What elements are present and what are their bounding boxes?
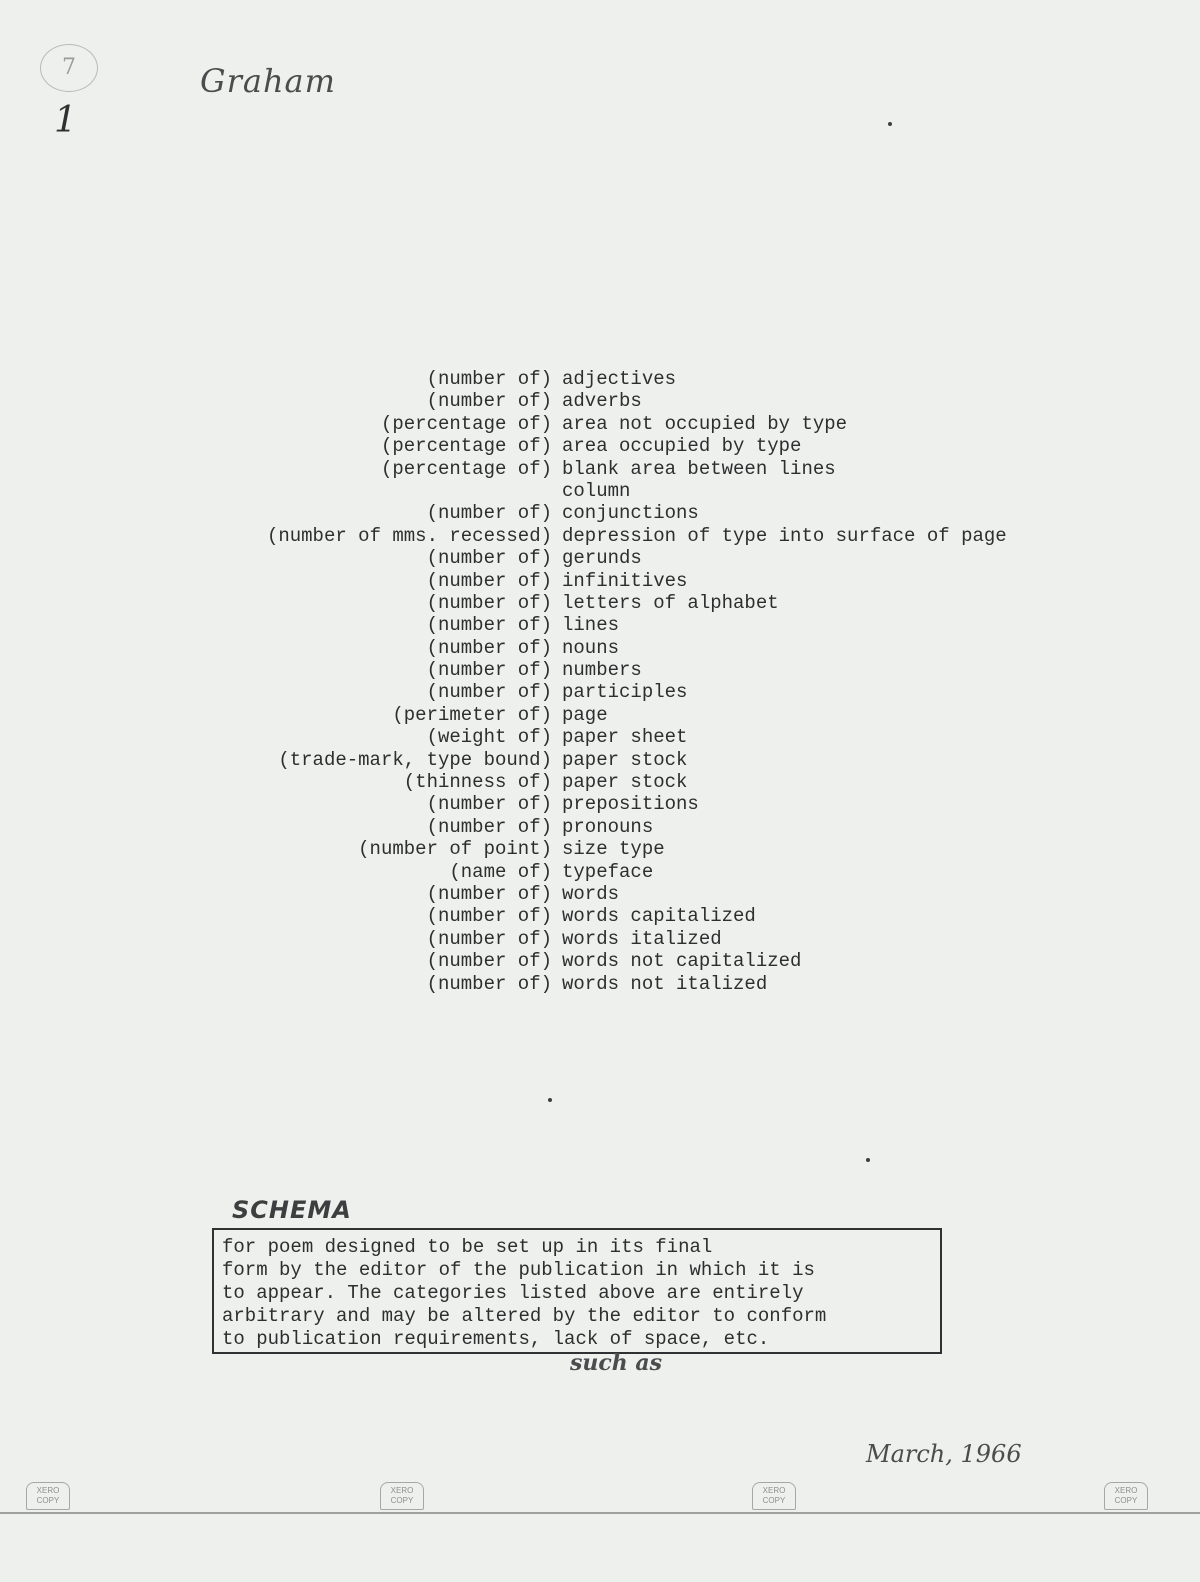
list-item bbox=[0, 637, 1200, 659]
schema-heading: SCHEMA bbox=[232, 1196, 352, 1224]
measure: (number of) bbox=[426, 882, 552, 905]
list-item bbox=[0, 659, 1200, 681]
measure: (number of) bbox=[426, 502, 552, 525]
category: words italized bbox=[562, 927, 722, 950]
measure: (number of) bbox=[426, 591, 552, 614]
list-item bbox=[0, 838, 1200, 860]
measure: (number of) bbox=[426, 614, 552, 637]
list-item bbox=[0, 614, 1200, 636]
note-line: for poem designed to be set up in its final bbox=[222, 1236, 713, 1258]
slashed-page-number: 1 bbox=[54, 100, 77, 141]
list-item bbox=[0, 681, 1200, 703]
list-item bbox=[0, 458, 1200, 480]
measure: (weight of) bbox=[426, 726, 552, 749]
note-line: form by the editor of the publication in which it is bbox=[222, 1259, 815, 1281]
list-item bbox=[0, 480, 1200, 502]
category: pronouns bbox=[562, 815, 654, 838]
list-item bbox=[0, 368, 1200, 390]
category: participles bbox=[562, 681, 688, 704]
list-item bbox=[0, 793, 1200, 815]
category: paper stock bbox=[562, 771, 688, 794]
list-item bbox=[0, 390, 1200, 412]
measure: (number of) bbox=[426, 636, 552, 659]
list-item bbox=[0, 570, 1200, 592]
measure: (number of) bbox=[426, 793, 552, 816]
category: letters of alphabet bbox=[562, 591, 779, 614]
measure: (percentage of) bbox=[380, 435, 552, 458]
category: words bbox=[562, 882, 620, 905]
list-item bbox=[0, 749, 1200, 771]
category: area occupied by type bbox=[562, 435, 802, 458]
category: nouns bbox=[562, 636, 620, 659]
measure: (trade-mark, type bound) bbox=[278, 748, 552, 771]
measure: (number of) bbox=[426, 547, 552, 570]
category: words capitalized bbox=[562, 905, 756, 928]
circled-page-number: 7 bbox=[40, 44, 98, 92]
xerox-stamp: XERO COPY bbox=[380, 1482, 424, 1510]
category: adjectives bbox=[562, 368, 677, 390]
speck bbox=[888, 122, 892, 126]
category: numbers bbox=[562, 659, 642, 682]
measure: (number of) bbox=[426, 681, 552, 704]
list-item bbox=[0, 928, 1200, 950]
measure: (number of point) bbox=[358, 838, 552, 861]
note-line: to publication requirements, lack of space, etc. bbox=[222, 1328, 770, 1350]
list-item bbox=[0, 816, 1200, 838]
list-item bbox=[0, 905, 1200, 927]
measure: (name of) bbox=[449, 860, 552, 883]
measure: (percentage of) bbox=[380, 412, 552, 435]
measure: (perimeter of) bbox=[392, 703, 552, 726]
measure: (number of) bbox=[426, 927, 552, 950]
list-item bbox=[0, 547, 1200, 569]
handwritten-date: March, 1966 bbox=[866, 1440, 1022, 1468]
list-item bbox=[0, 592, 1200, 614]
list-item bbox=[0, 726, 1200, 748]
schema-list bbox=[0, 368, 1200, 995]
category: depression of type into surface of page bbox=[562, 524, 1007, 547]
speck bbox=[548, 1098, 552, 1102]
list-item bbox=[0, 413, 1200, 435]
category: page bbox=[562, 703, 608, 726]
measure: (number of) bbox=[426, 905, 552, 928]
category: size type bbox=[562, 838, 665, 861]
list-item bbox=[0, 771, 1200, 793]
xerox-stamp: XERO COPY bbox=[1104, 1482, 1148, 1510]
list-item bbox=[0, 950, 1200, 972]
list-item bbox=[0, 883, 1200, 905]
author-handwriting: Graham bbox=[200, 62, 336, 100]
measure: (number of) bbox=[426, 569, 552, 592]
category: words not capitalized bbox=[562, 950, 802, 973]
category: words not italized bbox=[562, 972, 768, 995]
list-item bbox=[0, 435, 1200, 457]
category: area not occupied by type bbox=[562, 412, 848, 435]
category: prepositions bbox=[562, 793, 699, 816]
list-item bbox=[0, 704, 1200, 726]
measure: (number of) bbox=[426, 368, 552, 390]
category: gerunds bbox=[562, 547, 642, 570]
measure: (thinness of) bbox=[403, 771, 552, 794]
category: paper stock bbox=[562, 748, 688, 771]
category: infinitives bbox=[562, 569, 688, 592]
measure: (percentage of) bbox=[380, 457, 552, 480]
schema-note-box bbox=[212, 1228, 942, 1354]
measure: (number of) bbox=[426, 390, 552, 413]
measure: (number of) bbox=[426, 950, 552, 973]
measure: (number of) bbox=[426, 815, 552, 838]
xerox-stamp: XERO COPY bbox=[26, 1482, 70, 1510]
speck bbox=[866, 1158, 870, 1162]
category: conjunctions bbox=[562, 502, 699, 525]
measure: (number of) bbox=[426, 659, 552, 682]
handwritten-insertion: such as bbox=[570, 1350, 663, 1376]
note-line: arbitrary and may be altered by the editor to conform bbox=[222, 1305, 827, 1327]
list-item bbox=[0, 502, 1200, 524]
category: column bbox=[562, 479, 631, 502]
list-item bbox=[0, 973, 1200, 995]
list-item bbox=[0, 861, 1200, 883]
list-item bbox=[0, 525, 1200, 547]
xerox-stamp: XERO COPY bbox=[752, 1482, 796, 1510]
measure: (number of mms. recessed) bbox=[266, 524, 552, 547]
category: paper sheet bbox=[562, 726, 688, 749]
category: adverbs bbox=[562, 390, 642, 413]
category: lines bbox=[562, 614, 620, 637]
copy-edge-strip bbox=[0, 1512, 1200, 1514]
note-line: to appear. The categories listed above are entirely bbox=[222, 1282, 804, 1304]
measure: (number of) bbox=[426, 972, 552, 995]
category: typeface bbox=[562, 860, 654, 883]
category: blank area between lines bbox=[562, 457, 836, 480]
